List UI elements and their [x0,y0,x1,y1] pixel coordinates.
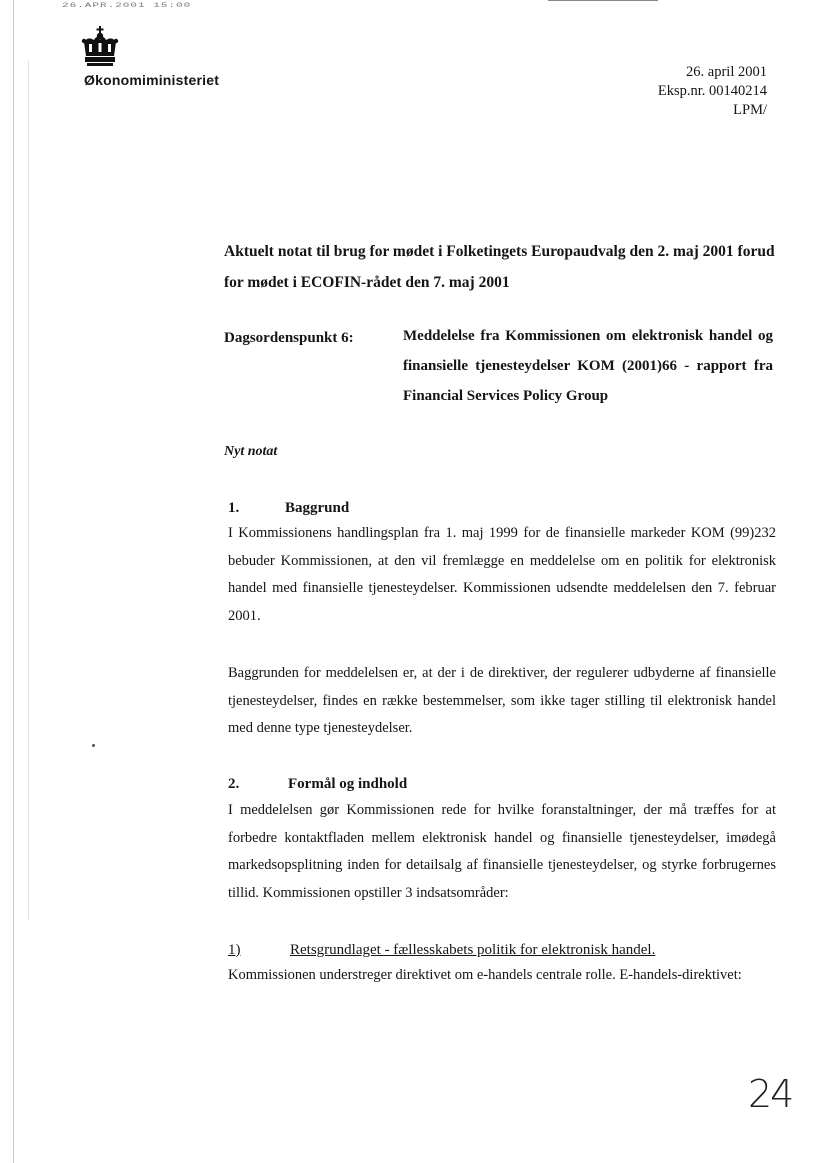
subitem-text: Kommissionen understreger direktivet om e-handels centrale rolle. E-handels-direktivet: [228,967,742,983]
note-type: Nyt notat [224,444,278,459]
document-meta [658,63,767,120]
author-initials: LPM/ [733,102,767,118]
page-number: 24 [748,1072,793,1116]
section-title: Formål og indhold [288,776,408,792]
section-paragraph: Baggrunden for meddelelsen er, at der i de direktiver, der regulerer udbyderne af finansielle tjenesteydelser, findes en række bestemmelser, som ikke tager stilling til elektronisk handel med denne type tjenesteydelser. [228,665,776,736]
ministry-name: Økonomiministeriet [84,72,220,88]
section-paragraph: I meddelelsen gør Kommissionen rede for hvilke foranstaltninger, der må træffes for at forbedre kontaktfladen mellem elektronisk handel og finansielle tjenesteydelser, imødegå markedsopsplitning inden for detailsalg af finansielle tjenesteydelser, og styrke forbrugernes tillid. Kommissionen opstiller 3 indsatsområder: [228,802,776,901]
document-date: 26. april 2001 [686,64,767,80]
fax-header: 26.APR.2001 15:00 [62,2,192,10]
agenda-text: Meddelelse fra Kommissionen om elektronisk handel og finansielle tjenesteydelser KOM (2001)66 - rapport fra Financial Services Policy Group [403,328,773,404]
fax-top-rule [548,0,658,1]
scan-edge-line [13,0,14,1163]
journal-number: Eksp.nr. 00140214 [657,83,767,99]
document-title: Aktuelt notat til brug for mødet i Folketingets Europaudvalg den 2. maj 2001 forud for mødet i ECOFIN-rådet den 7. maj 2001 [224,243,775,291]
scan-speck [92,744,95,747]
subitem-title: Retsgrundlaget - fællesskabets politik for elektronisk handel. [290,942,656,958]
crown-logo-icon [80,26,120,70]
section-paragraph: I Kommissionens handlingsplan fra 1. maj 1999 for de finansielle markeder KOM (99)232 bebuder Kommissionen, at den vil fremlægge en meddelelse om en politik for elektronisk handel med finansielle tjenesteydelser. Kommissionen udsendte meddelelsen den 7. februar 2001. [228,525,776,624]
section-title: Baggrund [285,500,350,516]
subitem-number: 1) [228,942,241,958]
scan-edge-line [28,60,29,920]
section-number: 2. [228,776,240,792]
section-number: 1. [228,500,240,516]
agenda-label: Dagsordenspunkt 6: [224,330,354,346]
